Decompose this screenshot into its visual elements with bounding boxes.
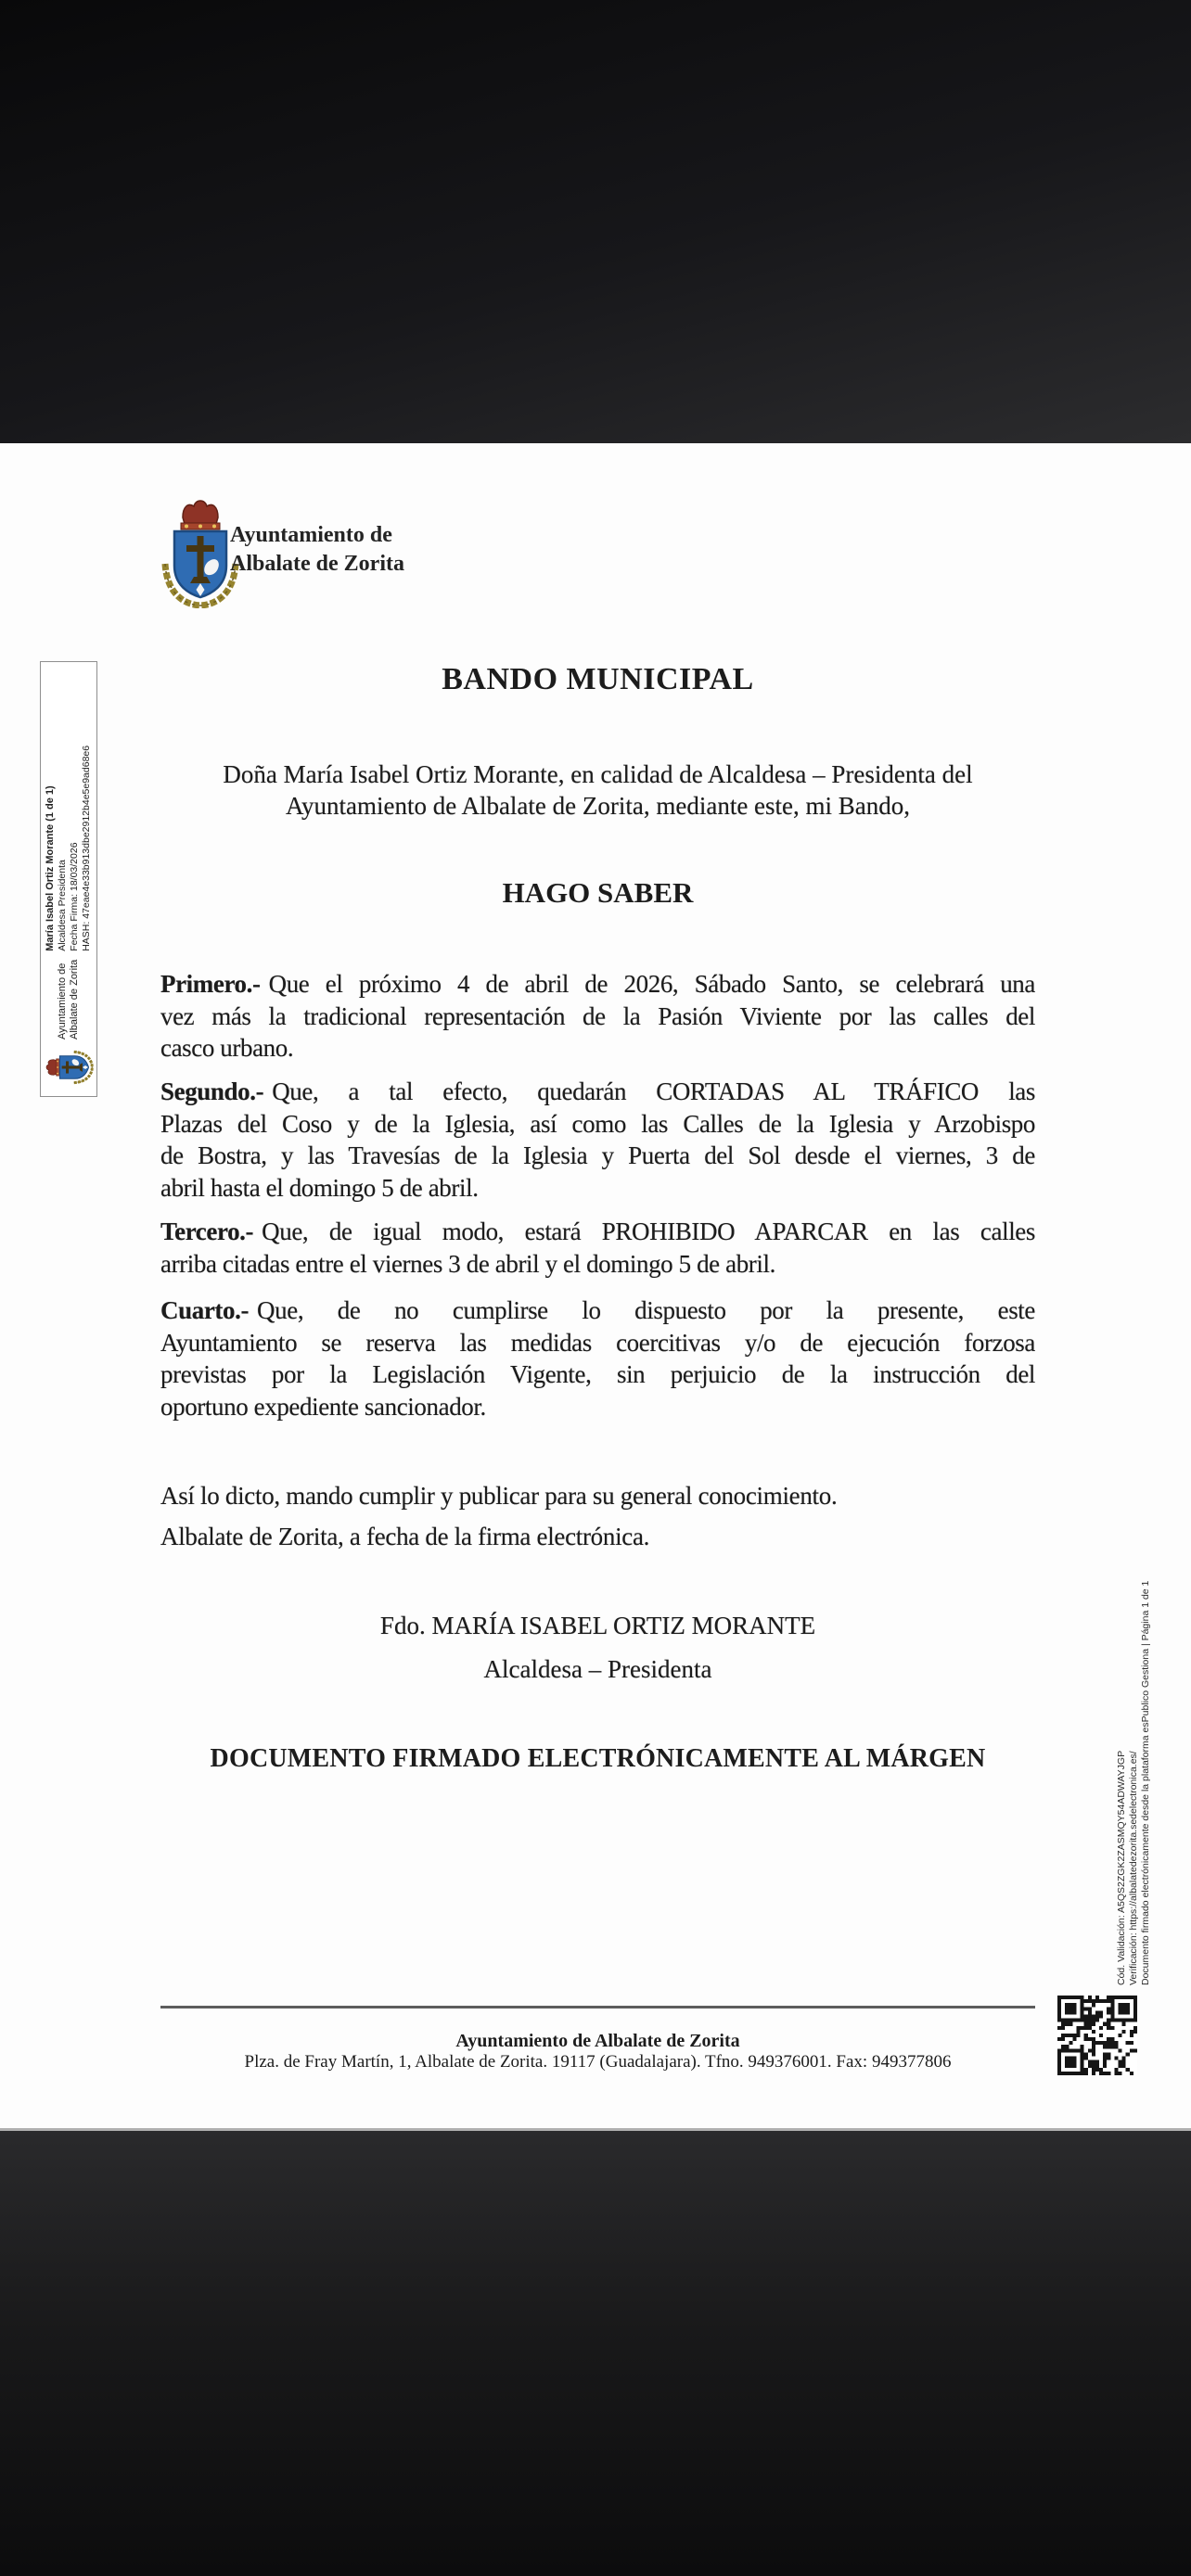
paragraph-segundo: [160, 1076, 1035, 1205]
margin-validation-block: [1116, 1442, 1153, 1989]
paragraph-line: Segundo.- Que, a tal efecto, quedarán CORTADAS AL TRÁFICO las: [160, 1078, 1035, 1105]
intro-paragraph: [114, 759, 1082, 822]
paragraph-label: Cuarto.-: [160, 1296, 250, 1324]
footer-divider: [160, 2006, 1035, 2009]
header-org-line2: Albalate de Zorita: [230, 552, 404, 576]
paragraph-line: de Bostra, y las Travesías de la Iglesia y Puerta del Sol desde el viernes, 3 de: [160, 1141, 1035, 1170]
paragraph-label: Segundo.-: [160, 1078, 264, 1105]
paragraph-line: abril hasta el domingo 5 de abril.: [160, 1174, 479, 1203]
paragraph-line: Ayuntamiento se reserva las medidas coercitivas y/o de ejecución forzosa: [160, 1328, 1035, 1357]
paragraph-cuarto: [160, 1294, 1035, 1423]
document-title: BANDO MUNICIPAL: [442, 662, 754, 696]
paragraph-primero: [160, 968, 1035, 1065]
municipal-crest-small-icon: [45, 1048, 94, 1087]
footer-org-name: Ayuntamiento de Albalate de Zorita: [455, 2031, 740, 2051]
stamp-org: [57, 960, 81, 1039]
paragraph-line: arriba citadas entre el viernes 3 de abril y el domingo 5 de abril.: [160, 1249, 775, 1278]
dark-letterbox-bottom: [0, 2128, 1191, 2576]
paragraph-label: Tercero.-: [160, 1218, 254, 1245]
footer-address: Plza. de Fray Martín, 1, Albalate de Zorita. 19117 (Guadalajara). Tfno. 949376001. Fax: 949377806: [244, 2052, 952, 2072]
paragraph-line: Plazas del Coso y de la Iglesia, así como las Calles de la Iglesia y Arzobispo: [160, 1109, 1035, 1138]
header-org-line1: Ayuntamiento de: [230, 523, 392, 547]
signature-name: Fdo. MARÍA ISABEL ORTIZ MORANTE: [379, 1612, 816, 1639]
stamp-org-line2: Albalate de Zorita: [69, 959, 80, 1039]
qr-code: [1057, 1996, 1137, 2075]
paragraph-line: previstas por la Legislación Vigente, sin perjuicio de la instrucción del: [160, 1360, 1035, 1389]
paragraph-line: vez más la tradicional representación de la Pasión Viviente por las calles del: [160, 1001, 1035, 1030]
validation-code: Cód. Validación: A5QS2ZGK2ZASMQY54ADWAYJGP: [1116, 1750, 1127, 1985]
validation-url: Verificación: https://albalatedezorita.sedelectronica.es/: [1128, 1751, 1139, 1985]
stamp-signer-role: Alcaldesa Presidenta: [57, 860, 68, 951]
validation-platform: Documento firmado electrónicamente desde la plataforma esPublico Gestiona | Página 1 de 1: [1140, 1580, 1151, 1985]
closing-line2: Albalate de Zorita, a fecha de la firma electrónica.: [160, 1523, 650, 1550]
closing-line1: Así lo dicto, mando cumplir y publicar para su general conocimiento.: [160, 1482, 838, 1510]
paragraph-line: casco urbano.: [160, 1034, 294, 1063]
margin-signature-content: [41, 662, 96, 1096]
stamp-sign-date: Fecha Firma: 18/03/2026: [69, 842, 80, 951]
paragraph-tercero: [160, 1216, 1035, 1280]
paragraph-line: Cuarto.- Que, de no cumplirse lo dispuesto por la presente, este: [160, 1296, 1035, 1324]
paragraph-line: Primero.- Que el próximo 4 de abril de 2026, Sábado Santo, se celebrará una: [160, 970, 1035, 998]
stamp-signer-name: María Isabel Ortiz Morante (1 de 1): [45, 785, 56, 951]
paragraph-label: Primero.-: [160, 970, 261, 998]
margin-validation-content: [1116, 1442, 1153, 1989]
stamp-hash: HASH: 47eae4e33b913dbe2912b4e5e9ad68e6: [81, 745, 92, 951]
electronic-signature-notice: DOCUMENTO FIRMADO ELECTRÓNICAMENTE AL MÁRGEN: [210, 1744, 986, 1773]
margin-signature-stamp: [40, 661, 97, 1097]
stamp-org-line1: Ayuntamiento de: [57, 963, 68, 1039]
stamp-signer-info: [45, 746, 93, 951]
intro-line1: Doña María Isabel Ortiz Morante, en calidad de Alcaldesa – Presidenta del: [223, 760, 973, 788]
dark-letterbox-top: [0, 0, 1191, 443]
hago-saber-heading: HAGO SABER: [502, 876, 694, 909]
paragraph-line: oportuno expediente sancionador.: [160, 1393, 486, 1422]
intro-line2: Ayuntamiento de Albalate de Zorita, mediante este, mi Bando,: [285, 792, 911, 820]
paragraph-line: Tercero.- Que, de igual modo, estará PROHIBIDO APARCAR en las calles: [160, 1218, 1035, 1245]
document-page: [0, 443, 1191, 2131]
signature-role: Alcaldesa – Presidenta: [483, 1655, 712, 1683]
header-org-name: [230, 521, 404, 579]
